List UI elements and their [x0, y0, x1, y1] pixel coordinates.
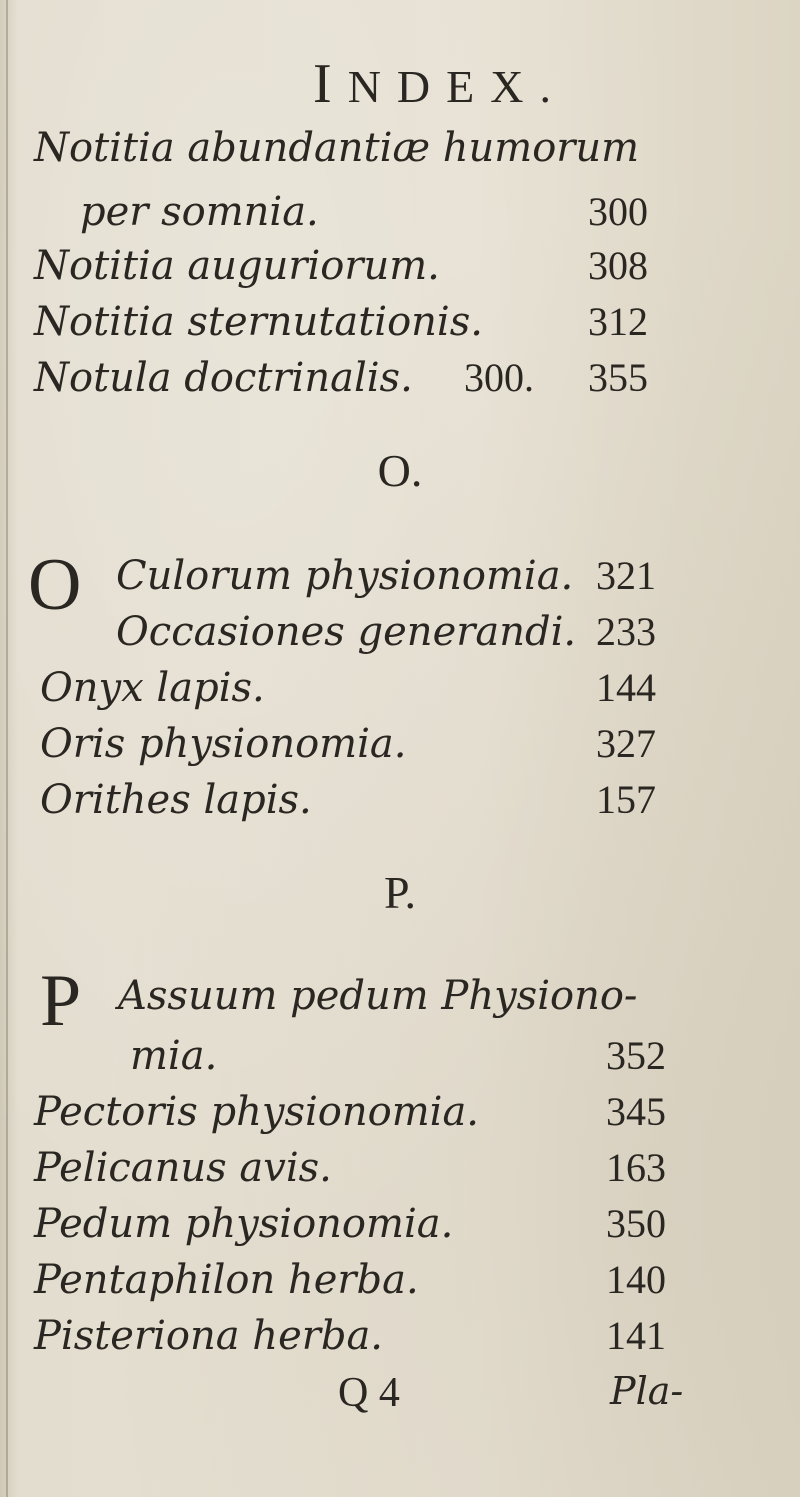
index-entry: Pectoris physionomia. — [34, 1089, 479, 1135]
index-entry-line: Notitia abundantiæ humorum — [34, 125, 640, 171]
page-number: 141 — [606, 1313, 666, 1358]
page-number: 144 — [596, 665, 656, 710]
page-header — [0, 52, 800, 116]
index-entry: Notitia auguriorum. — [34, 243, 440, 289]
index-entry: Pedum physionomia. — [34, 1201, 454, 1247]
section-heading-o: O. — [377, 445, 423, 496]
page-number: 345 — [606, 1089, 666, 1134]
page-number: 157 — [596, 777, 656, 822]
page-number-secondary: 300. — [464, 355, 534, 400]
index-entry-line: Assuum pedum Physiono- — [118, 973, 638, 1019]
page-number: 140 — [606, 1257, 666, 1302]
index-entry: Occasiones generandi. — [116, 609, 577, 655]
page-number: 163 — [606, 1145, 666, 1190]
index-entry-line: per somnia. — [80, 189, 319, 235]
index-entry: Onyx lapis. — [40, 665, 265, 711]
page-number: 308 — [588, 243, 648, 288]
section-heading-p: P. — [384, 867, 416, 918]
page-number: 350 — [606, 1201, 666, 1246]
page-number: 327 — [596, 721, 656, 766]
page-number: 321 — [596, 553, 656, 598]
dropcap-o: O — [28, 544, 82, 626]
index-entry: Orithes lapis. — [40, 777, 312, 823]
page-number: 355 — [588, 355, 648, 400]
index-entry: Notitia sternutationis. — [34, 299, 483, 345]
page-number: 312 — [588, 299, 648, 344]
index-entry: Pelicanus avis. — [34, 1145, 332, 1191]
signature-mark: Q 4 — [338, 1370, 400, 1416]
index-entry: Pentaphilon herba. — [34, 1257, 419, 1303]
catchword: Pla- — [610, 1369, 684, 1413]
index-entry: Pisteriona herba. — [34, 1313, 384, 1359]
page-number: 300 — [588, 189, 648, 234]
index-entry-line: mia. — [130, 1033, 218, 1079]
index-entry: Culorum physionomia. — [116, 553, 574, 599]
page-number: 233 — [596, 609, 656, 654]
dropcap-p: P — [40, 960, 82, 1042]
page-number: 352 — [606, 1033, 666, 1078]
header-initial: I — [313, 53, 348, 115]
index-entry: Notula doctrinalis. — [34, 355, 413, 401]
header-rest: NDEX. — [347, 61, 567, 112]
index-entry: Oris physionomia. — [40, 721, 407, 767]
